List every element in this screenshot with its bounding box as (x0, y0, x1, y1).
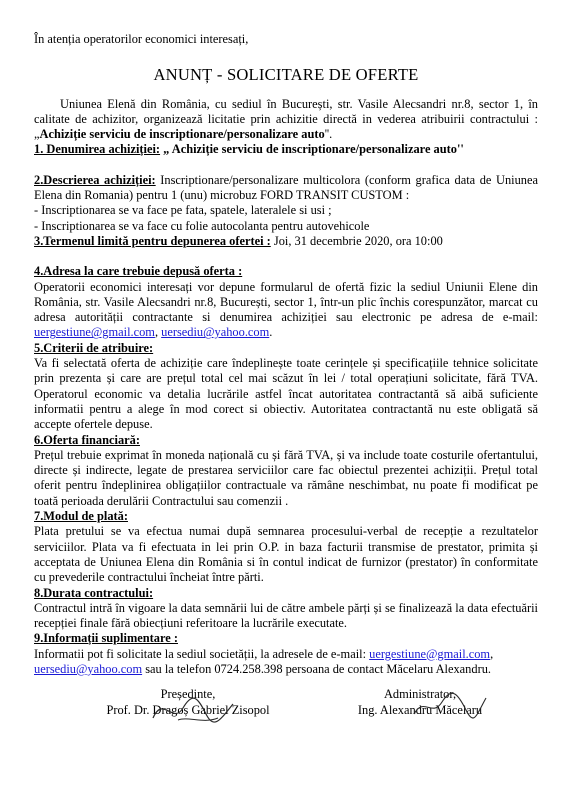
section-7-text: Plata pretului se va efectua numai după semnarea procesului-verbal de recepție a rezultatelor serviciilor. Plata va fi efectuata in lei prin O.P. in baza facturii transmise de prestator, primita și acceptata de Uniunea Elena din România si în contul indicat de furnizor (prestator) în conformitate cu prevederile contractului încheiat între părti. (34, 524, 538, 585)
section-2: 2.Descrierea achiziției: Inscriptionare/personalizare multicolora (conform grafica data de Uniunea Elena din Romania) pentru 1 (unu) microbuz FORD TRANSIT CUSTOM : (34, 172, 538, 203)
section-1-heading: 1. Denumirea achiziției: (34, 142, 161, 157)
section-1: 1. Denumirea achiziției: „ Achiziție serviciu de inscriptionare/personalizare auto'' (34, 142, 464, 157)
section-9-heading: 9.Informații suplimentare : (34, 631, 178, 646)
section-5-text: Va fi selectată oferta de achiziție care îndeplinește toate cerințele și specificațiile tehnice solicitate prin prezenta și care are prețul total cel mai scăzut în lei / total operațiuni solicitate, fără TVA. Operatorul economic va detalia lucrările astfel încat autoritatea contractantă să aibă suficiente informatii pentru a alege în mod corect si obiectiv. Autoritatea contractantă nu este obligată să accepte ofertele depuse. (34, 356, 538, 432)
signature-block (0, 686, 566, 766)
document-page (34, 32, 538, 677)
president-role: Președinte, (160, 687, 216, 701)
section-2-heading: 2.Descrierea achiziției: (34, 172, 156, 187)
email-link-sediu-2[interactable]: uersediu@yahoo.com (34, 661, 143, 676)
section-9-text: Informatii pot fi solicitate la sediul societății, la adresele de e-mail: uergestiune@gmail.com, uersediu@yahoo.com sau la telefon 0724.258.398 persoana de contact Măcelaru Alexandru. (34, 646, 494, 676)
section-2-item-2: - Inscriptionarea se va face cu folie autocolanta pentru autovehicole (34, 218, 370, 233)
section-4-heading: 4.Adresa la care trebuie depusă oferta : (34, 264, 243, 279)
section-5-heading: 5.Criterii de atribuire: (34, 340, 154, 355)
administrator-signature-icon (410, 688, 490, 724)
section-7-heading: 7.Modul de plată: (34, 509, 128, 524)
page-title: ANUNȚ - SOLICITARE DE OFERTE (153, 65, 419, 85)
section-4-text: Operatorii economici interesați vor depune formularul de ofertă fizic la sediul Uniunii Elene din România, str. Vasile Alecsandri nr.8, București, sector 1, într-un plic închis corespunzător, marcat cu adresa autorității contractante si denumirea achiziției sau electronic pe adresa de e-mail: uergestiune@gmail.com, uersediu@yahoo.com. (34, 279, 538, 340)
signature-administrator (340, 686, 500, 718)
intro-contract-name: Achiziție serviciu de inscriptionare/personalizare auto (39, 127, 325, 142)
section-8-text: Contractul intră în vigoare la data semnării lui de către ambele părți și se finalizează la data efectuării recepției finale fără obiecțiuni referitoare la lucrările executate. (34, 600, 538, 631)
email-link-gestiune-2[interactable]: uergestiune@gmail.com (369, 646, 491, 661)
email-link-sediu[interactable]: uersediu@yahoo.com (161, 325, 270, 340)
section-6-heading: 6.Oferta financiară: (34, 432, 140, 447)
section-3-heading: 3.Termenul limită pentru depunerea ofertei : (34, 233, 271, 248)
signature-president (88, 686, 288, 718)
administrator-name: Ing. Alexandru Măcelaru (357, 703, 483, 717)
section-6-text: Prețul trebuie exprimat în moneda națională cu și fără TVA, și va include toate costurile ofertantului, directe și indirecte, legate de prestarea serviciilor care fac obiectul prezentei achiziții. Prețul total oferit pentru îndeplinirea obligațiilor contractuale va rămâne neschimbat, nu poate fi modificat pe toată perioada derulării Contractului sau comenzii . (34, 447, 538, 508)
section-8-heading: 8.Durata contractului: (34, 585, 154, 600)
section-2-item-1: - Inscriptionarea se va face pe fata, spatele, lateralele si usi ; (34, 203, 332, 218)
president-name: Prof. Dr. Dragoș Gabriel Zisopol (106, 703, 270, 717)
administrator-role: Administrator, (383, 687, 457, 701)
intro-paragraph: Uniunea Elenă din România, cu sediul în București, str. Vasile Alecsandri nr.8, sector 1, în calitate de achizitor, organizează licitatie prin achizitie directă in vederea atribuirii contractului : „Achiziție serviciu de inscriptionare/personalizare auto''. (34, 96, 538, 142)
greeting: În atenția operatorilor economici interesați, (34, 32, 249, 46)
president-signature-icon (148, 690, 238, 730)
email-link-gestiune[interactable]: uergestiune@gmail.com (34, 325, 155, 340)
section-3: 3.Termenul limită pentru depunerea ofertei : Joi, 31 decembrie 2020, ora 10:00 (34, 233, 443, 248)
